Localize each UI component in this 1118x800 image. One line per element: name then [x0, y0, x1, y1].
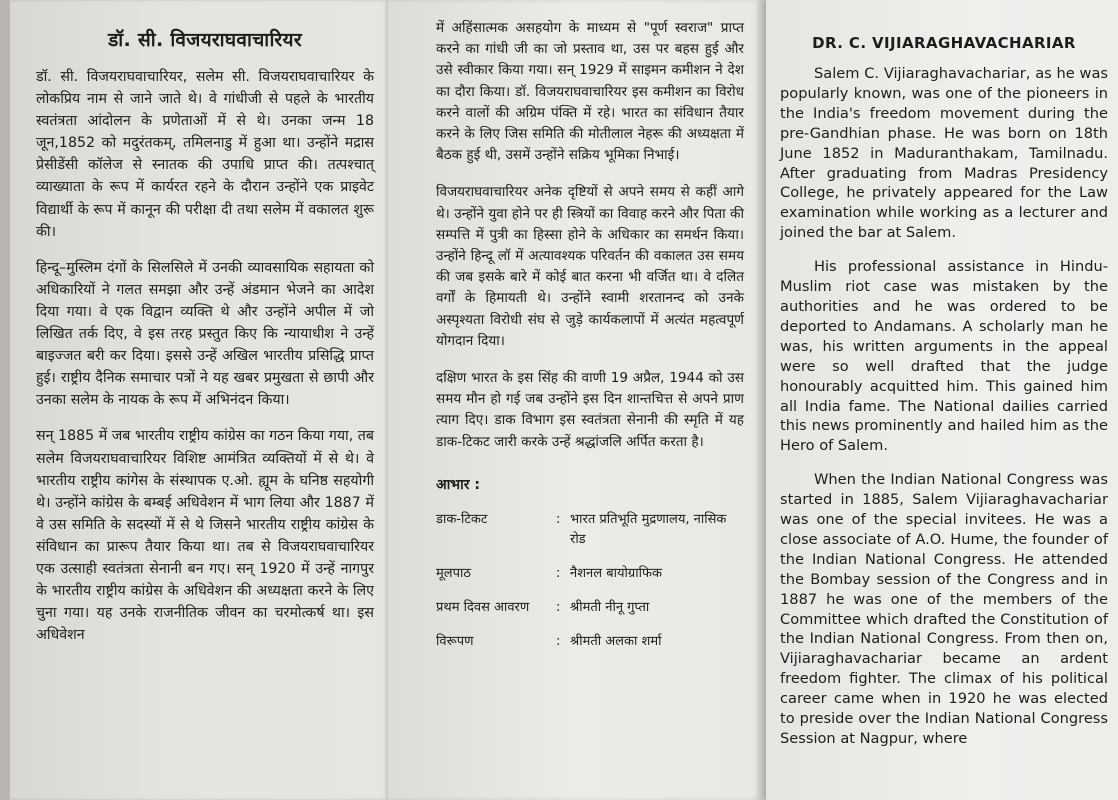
ack-colon: :: [556, 511, 561, 527]
english-biography-page: [766, 0, 1118, 800]
ack-colon: :: [556, 565, 561, 581]
english-paragraph: When the Indian National Congress was started in 1885, Salem Vijiaraghavachariar was one of the special invitees. He was a close associate of A.O. Hume, the founder of the Indian National Congress. He attended the Bombay session of the Congress and in 1887 he was one of the members of the Committee which drafted the Constitution of the Indian National Congress. From then on, Vijiaraghavachariar became an ardent freedom fighter. The climax of his political career came when in 1920 he was elected to preside over the Indian National Congress Session at Nagpur, where: [780, 471, 1108, 747]
ack-label: मूलपाठ: [436, 565, 471, 581]
english-paragraph: His professional assistance in Hindu-Muslim riot case was mistaken by the authorities and he was ordered to be deported to Andamans. A scholarly man he was, his written arguments in the appeal were so well drafted that the judge honourably acquitted him. This gained him all India fame. The National dailies carried this news prominently and hailed him as the Hero of Salem.: [780, 258, 1108, 455]
hindi-title: डॉ. सी. विजयराघवाचारियर: [108, 29, 302, 51]
hindi-paragraph: डॉ. सी. विजयराघवाचारियर, सलेम सी. विजयराघवाचारियर के लोकप्रिय नाम से जाने जाते थे। वे गांधीजी से पहले के भारतीय स्वतंत्रता आंदोलन के प्रणेताओं में से थे। उनका जन्म 18 जून,1852 को मदुरंतकम्, तमिलनाडु में हुआ था। उन्होंने मद्रास प्रेसीडेंसी कॉलेज से स्नातक की उपाधि प्राप्त की। तत्पश्चात् व्याख्याता के रूप में कार्यरत रहने के दौरान उन्होंने एक प्राइवेट विद्यार्थी के रूप में कानून की परीक्षा दी तथा सलेम में वकालत शुरू की।: [36, 69, 374, 240]
page-edge: [0, 0, 10, 800]
hindi-paragraph: में अहिंसात्मक असहयोग के माध्यम से "पूर्ण स्वराज" प्राप्त करने का गांधी जी का जो प्रस्ताव था, उस पर बहस हुई और उसे स्वीकार किया गया। सन् 1929 में साइमन कमीशन ने देश का दौरा किया। डॉ. विजयराघवाचारियर इस कमीशन का विरोध करने वालों की अग्रिम पंक्ति में रहे। भारत का संविधान तैयार करने के लिए जिस समिति की मोतीलाल नेहरू की अध्यक्षता में बैठक हुई थी, उसमें उन्होंने सक्रिय भूमिका निभाई।: [436, 20, 744, 164]
ack-value: भारत प्रतिभूति मुद्रणालय, नासिक रोड: [570, 511, 727, 547]
ack-value: नैशनल बायोग्राफिक: [570, 565, 662, 581]
ack-label: विरूपण: [436, 633, 474, 649]
hindi-biography-page-left: [10, 0, 388, 800]
english-title: DR. C. VIJIARAGHAVACHARIAR: [812, 34, 1076, 52]
acknowledgement-row: [436, 632, 744, 652]
ack-value: श्रीमती अलका शर्मा: [570, 633, 662, 649]
ack-label: डाक-टिकट: [436, 511, 488, 527]
acknowledgement-row: [436, 510, 744, 550]
ack-colon: :: [556, 633, 561, 649]
hindi-paragraph: विजयराघवाचारियर अनेक दृष्टियों से अपने समय से कहीं आगे थे। उन्होंने युवा होने पर ही स्त्रियों का विवाह करने और पिता की सम्पत्ति में पुत्री का हिस्सा होने के अधिकार का समर्थन किया। उन्होंने हिन्दू लॉ में अत्यावश्यक परिवर्तन की वकालत उस समय की जब इसके बारे में कोई बात करना भी वर्जित था। वे दलित वर्गों के हिमायती थे। उन्होंने स्वामी शरतानन्द को उनके अस्पृश्यता विरोधी संघ से जुड़े कार्यकलापों में अत्यंत महत्वपूर्ण योगदान दिया।: [436, 184, 744, 349]
acknowledgement-row: [436, 564, 744, 584]
hindi-paragraph: हिन्दू–मुस्लिम दंगों के सिलसिले में उनकी व्यावसायिक सहायता को अधिकारियों ने गलत समझा और उन्हें अंडमान भेजने का आदेश दिया गया। वे एक विद्वान व्यक्ति थे और उन्होंने अपील में जो लिखित तर्क दिए, वे इस तरह प्रस्तुत किए कि न्यायाधीश ने उन्हें बाइज्जत बरी कर दिया। इससे उन्हें अखिल भारतीय प्रसिद्धि प्राप्त हुई। राष्ट्रीय दैनिक समाचार पत्रों ने यह खबर प्रमुखता से छापी और उनका सलेम के नायक के रूप में अभिनंदन किया।: [36, 259, 374, 409]
hindi-biography-page-middle: [388, 0, 760, 800]
acknowledgement-row: [436, 598, 744, 618]
hindi-paragraph: दक्षिण भारत के इस सिंह की वाणी 19 अप्रैल, 1944 को उस समय मौन हो गई जब उन्होंने इस दिन शान्तचित्त से अपने प्राण त्याग दिए। डाक विभाग इस स्वतंत्रता सेनानी की स्मृति में यह डाक-टिकट जारी करके उन्हें श्रद्धांजलि अर्पित करता है।: [436, 370, 744, 450]
english-paragraph: Salem C. Vijiaraghavachariar, as he was popularly known, was one of the pioneers in the India's freedom movement during the pre-Gandhian phase. He was born on 18th June 1852 in Maduranthakam, Tamilnadu. After graduating from Madras Presidency College, he privately appeared for the Law examination while working as a lecturer and joined the bar at Salem.: [780, 65, 1108, 242]
ack-colon: :: [556, 599, 561, 615]
ack-label: प्रथम दिवस आवरण: [436, 599, 530, 615]
ack-value: श्रीमती नीनू गुप्ता: [570, 599, 650, 615]
acknowledgement-heading: आभार :: [436, 476, 480, 493]
hindi-paragraph: सन् 1885 में जब भारतीय राष्ट्रीय कांग्रेस का गठन किया गया, तब सलेम विजयराघवाचारियर विशिष्ट आमंत्रित व्यक्तियों में से थे। वे भारतीय राष्ट्रीय कांगेस के संस्थापक ए.ओ. ह्यूम के घनिष्ठ सहयोगी थे। उन्होंने कांग्रेस के बम्बई अधिवेशन में भाग लिया और 1887 में वे उस समिति के सदस्यों में से थे जिसने भारतीय राष्ट्रीय कांग्रेस के संविधान का प्रारूप तैयार किया था। तब से विजयराघवाचारियर एक उत्साही स्वतंत्रता सेनानी बन गए। सन् 1920 में उन्हें नागपुर के भारतीय राष्ट्रीय कांग्रेस के अधिवेशन की अध्यक्षता करने के लिए चुना गया। यह उनके राजनीतिक जीवन का चरमोत्कर्ष था। इस अधिवेशन: [36, 428, 374, 644]
